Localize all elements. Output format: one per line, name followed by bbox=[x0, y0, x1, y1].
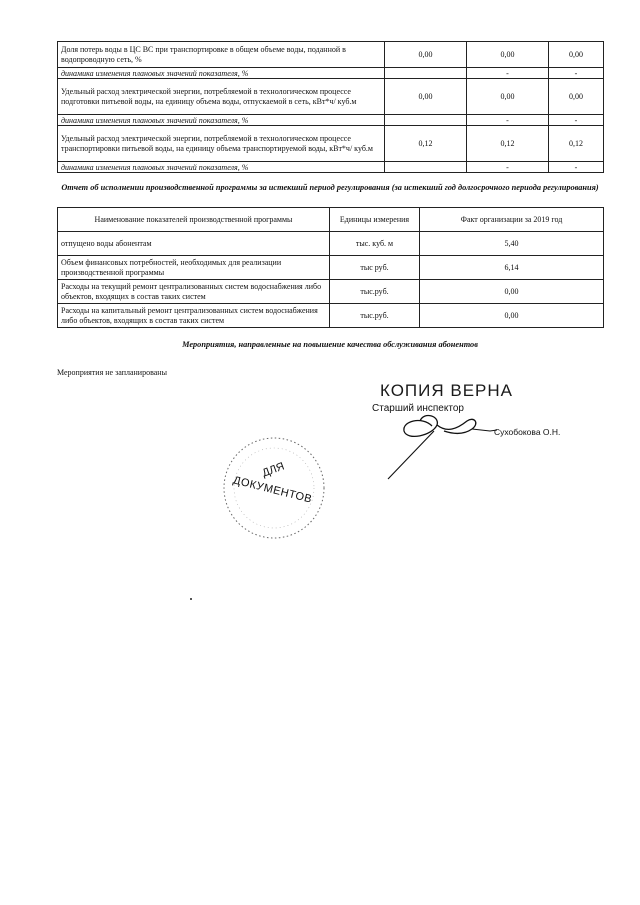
indicator-label: динамика изменения плановых значений показателя, % bbox=[58, 162, 385, 173]
report-row bbox=[58, 304, 604, 328]
report-cell-fact: 0,00 bbox=[420, 280, 604, 304]
report-cell-unit: тыс руб. bbox=[330, 256, 420, 280]
indicator-value: 0,00 bbox=[549, 42, 604, 68]
indicator-value: - bbox=[549, 162, 604, 173]
round-stamp bbox=[214, 428, 334, 548]
report-cell-unit: тыс.руб. bbox=[330, 280, 420, 304]
indicator-dynamic-row bbox=[58, 115, 604, 126]
indicator-label: динамика изменения плановых значений показателя, % bbox=[58, 115, 385, 126]
indicator-dynamic-row bbox=[58, 68, 604, 79]
indicator-row bbox=[58, 79, 604, 115]
measures-heading: Мероприятия, направленные на повышение качества обслуживания абонентов bbox=[182, 340, 478, 349]
signature-icon bbox=[362, 381, 562, 491]
report-row bbox=[58, 280, 604, 304]
report-cell-unit: тыс.руб. bbox=[330, 304, 420, 328]
indicator-value: 0,12 bbox=[467, 126, 549, 162]
indicator-value: 0,12 bbox=[549, 126, 604, 162]
indicator-value: - bbox=[549, 115, 604, 126]
indicator-label: динамика изменения плановых значений показателя, % bbox=[58, 68, 385, 79]
report-cell-fact: 5,40 bbox=[420, 232, 604, 256]
report-row bbox=[58, 256, 604, 280]
round-stamp-line1: ДЛЯ bbox=[260, 460, 286, 480]
report-cell-name: отпущено воды абонентам bbox=[58, 232, 330, 256]
indicator-value bbox=[385, 115, 467, 126]
indicator-label: Удельный расход электрической энергии, потребляемой в технологическом процессе транспортировки питьевой воды, на единицу объема транспортируемой воды, кВт*ч/ куб.м bbox=[58, 126, 385, 162]
indicator-value: 0,00 bbox=[467, 79, 549, 115]
stamp-role: Старший инспектор bbox=[372, 403, 464, 414]
indicator-value: - bbox=[467, 68, 549, 79]
column-header: Единицы измерения bbox=[330, 208, 420, 232]
indicator-value: 0,12 bbox=[385, 126, 467, 162]
indicator-row bbox=[58, 42, 604, 68]
report-cell-name: Расходы на текущий ремонт централизованных систем водоснабжения либо объектов, входящих в состав таких систем bbox=[58, 280, 330, 304]
measures-note: Мероприятия не запланированы bbox=[57, 368, 167, 377]
indicator-label: Доля потерь воды в ЦС ВС при транспортировке в общем объеме воды, поданной в водопроводную сеть, % bbox=[58, 42, 385, 68]
report-row bbox=[58, 232, 604, 256]
indicator-value: 0,00 bbox=[549, 79, 604, 115]
report-header-row bbox=[58, 208, 604, 232]
indicator-value: 0,00 bbox=[467, 42, 549, 68]
speck bbox=[190, 598, 192, 600]
report-cell-name: Расходы на капитальный ремонт централизованных систем водоснабжения либо объектов, входящих в состав таких систем bbox=[58, 304, 330, 328]
report-cell-fact: 6,14 bbox=[420, 256, 604, 280]
indicator-value bbox=[385, 162, 467, 173]
indicator-value: 0,00 bbox=[385, 42, 467, 68]
indicator-row bbox=[58, 126, 604, 162]
report-heading: Отчет об исполнении производственной программы за истекший период регулирования (за истекший год долгосрочного периода регулирования) bbox=[61, 183, 599, 192]
report-table bbox=[57, 207, 604, 328]
indicator-value: - bbox=[467, 115, 549, 126]
indicator-value: 0,00 bbox=[385, 79, 467, 115]
column-header: Наименование показателей производственной программы bbox=[58, 208, 330, 232]
indicator-value: - bbox=[467, 162, 549, 173]
indicator-dynamic-row bbox=[58, 162, 604, 173]
report-cell-name: Объем финансовых потребностей, необходимых для реализации производственной программы bbox=[58, 256, 330, 280]
stamp-title: КОПИЯ ВЕРНА bbox=[380, 381, 514, 400]
indicator-value bbox=[385, 68, 467, 79]
report-cell-unit: тыс. куб. м bbox=[330, 232, 420, 256]
indicator-value: - bbox=[549, 68, 604, 79]
indicator-label: Удельный расход электрической энергии, потребляемой в технологическом процессе подготовки питьевой воды, на единицу объема воды, отпускаемой в сеть, кВт*ч/ куб.м bbox=[58, 79, 385, 115]
copy-certified-stamp bbox=[362, 381, 562, 461]
stamp-name: Сухобокова О.Н. bbox=[494, 427, 561, 437]
round-stamp-line2: ДОКУМЕНТОВ bbox=[231, 474, 314, 506]
indicators-table bbox=[57, 41, 604, 173]
column-header: Факт организации за 2019 год bbox=[420, 208, 604, 232]
report-cell-fact: 0,00 bbox=[420, 304, 604, 328]
